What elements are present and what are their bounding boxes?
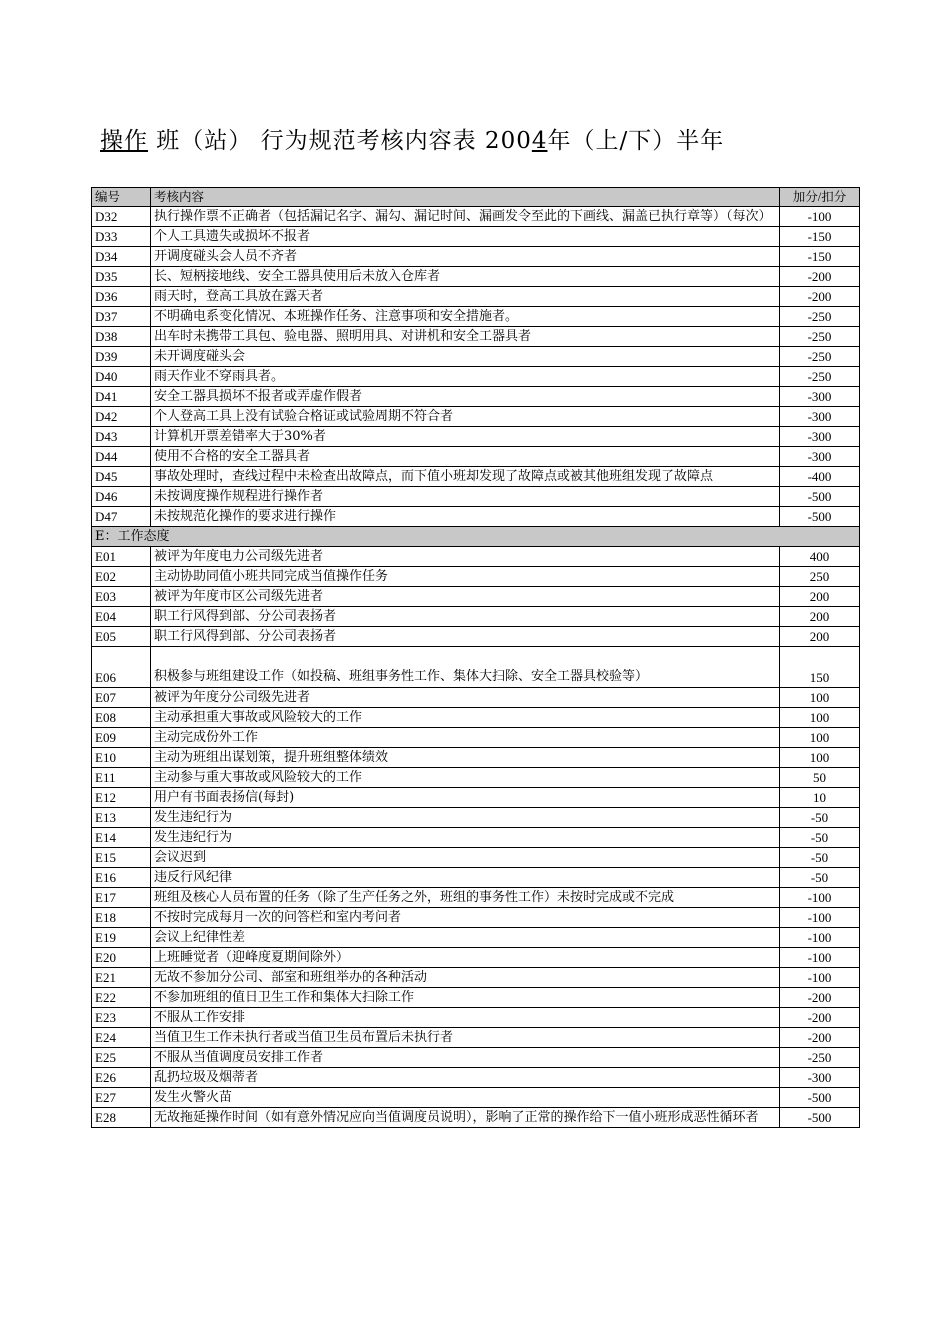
row-code: E02: [92, 567, 151, 587]
row-code: E28: [92, 1108, 151, 1128]
row-score: -150: [780, 247, 860, 267]
row-score: -50: [780, 828, 860, 848]
table-row: [92, 467, 860, 487]
row-score: -250: [780, 307, 860, 327]
row-content: 使用不合格的安全工器具者: [151, 447, 780, 467]
table-row: [92, 928, 860, 948]
row-content: 不服从工作安排: [151, 1008, 780, 1028]
row-score: 200: [780, 587, 860, 607]
row-content: 长、短柄接地线、安全工器具使用后未放入仓库者: [151, 267, 780, 287]
row-code: D44: [92, 447, 151, 467]
title-year-digit: 4: [531, 128, 548, 154]
row-code: E24: [92, 1028, 151, 1048]
row-code: E08: [92, 708, 151, 728]
row-score: -500: [780, 1088, 860, 1108]
table-row: [92, 868, 860, 888]
table-row: [92, 567, 860, 587]
row-code: D32: [92, 207, 151, 227]
row-code: E09: [92, 728, 151, 748]
row-score: -150: [780, 227, 860, 247]
table-row: [92, 427, 860, 447]
row-code: D41: [92, 387, 151, 407]
row-content: 职工行风得到部、分公司表扬者: [151, 607, 780, 627]
row-content: 主动为班组出谋划策，提升班组整体绩效: [151, 748, 780, 768]
row-score: -100: [780, 968, 860, 988]
row-code: E04: [92, 607, 151, 627]
table-row: [92, 607, 860, 627]
row-score: -200: [780, 1008, 860, 1028]
table-row: [92, 948, 860, 968]
row-content: 雨天作业不穿雨具者。: [151, 367, 780, 387]
row-score: -300: [780, 407, 860, 427]
table-row: [92, 347, 860, 367]
table-row: [92, 247, 860, 267]
row-score: -300: [780, 447, 860, 467]
row-content: 发生违纪行为: [151, 808, 780, 828]
row-content: 上班睡觉者（迎峰度夏期间除外）: [151, 948, 780, 968]
row-code: E20: [92, 948, 151, 968]
row-code: D47: [92, 507, 151, 527]
row-score: -100: [780, 888, 860, 908]
row-score: 150: [780, 647, 860, 688]
row-content: 雨天时，登高工具放在露天者: [151, 287, 780, 307]
table-row: [92, 888, 860, 908]
title-middle: 班（站） 行为规范考核内容表 200: [148, 128, 532, 154]
row-content: 主动参与重大事故或风险较大的工作: [151, 768, 780, 788]
table-row: [92, 267, 860, 287]
row-content: 主动协助同值小班共同完成当值操作任务: [151, 567, 780, 587]
row-content: 违反行风纪律: [151, 868, 780, 888]
row-content: 出车时未携带工具包、验电器、照明用具、对讲机和安全工器具者: [151, 327, 780, 347]
row-code: D34: [92, 247, 151, 267]
row-content: 不明确电系变化情况、本班操作任务、注意事项和安全措施者。: [151, 307, 780, 327]
table-row: [92, 988, 860, 1008]
row-content: 用户有书面表扬信(每封): [151, 788, 780, 808]
table-row: [92, 487, 860, 507]
row-score: 100: [780, 688, 860, 708]
row-code: D33: [92, 227, 151, 247]
table-row: [92, 1048, 860, 1068]
row-score: -200: [780, 287, 860, 307]
table-row: [92, 908, 860, 928]
row-score: -250: [780, 327, 860, 347]
row-code: D38: [92, 327, 151, 347]
row-content: 执行操作票不正确者（包括漏记名字、漏勾、漏记时间、漏画发令至此的下画线、漏盖已执行章等）（每次）: [151, 207, 780, 227]
row-score: -500: [780, 1108, 860, 1128]
row-content: 事故处理时，查线过程中未检查出故障点，而下值小班却发现了故障点或被其他班组发现了故障点: [151, 467, 780, 487]
assessment-table: [91, 187, 860, 1128]
row-content: 未按规范化操作的要求进行操作: [151, 507, 780, 527]
row-code: E13: [92, 808, 151, 828]
section-row: [92, 527, 860, 547]
row-content: 积极参与班组建设工作（如投稿、班组事务性工作、集体大扫除、安全工器具校验等）: [151, 647, 780, 688]
row-content: 个人工具遗失或损坏不报者: [151, 227, 780, 247]
row-code: E03: [92, 587, 151, 607]
row-code: E07: [92, 688, 151, 708]
row-content: 发生火警火苗: [151, 1088, 780, 1108]
row-score: -500: [780, 487, 860, 507]
row-score: -250: [780, 367, 860, 387]
row-content: 被评为年度电力公司级先进者: [151, 547, 780, 567]
row-score: 250: [780, 567, 860, 587]
row-content: 乱扔垃圾及烟蒂者: [151, 1068, 780, 1088]
header-content: 考核内容: [151, 188, 780, 207]
table-row: [92, 367, 860, 387]
row-score: -200: [780, 988, 860, 1008]
row-code: E18: [92, 908, 151, 928]
row-score: -250: [780, 1048, 860, 1068]
section-label: E：工作态度: [92, 527, 860, 547]
row-score: -200: [780, 267, 860, 287]
row-score: 400: [780, 547, 860, 567]
row-content: 个人登高工具上没有试验合格证或试验周期不符合者: [151, 407, 780, 427]
row-code: D45: [92, 467, 151, 487]
row-content: 发生违纪行为: [151, 828, 780, 848]
table-row: [92, 307, 860, 327]
row-code: D37: [92, 307, 151, 327]
row-score: 100: [780, 748, 860, 768]
row-content: 计算机开票差错率大于30%者: [151, 427, 780, 447]
table-row: [92, 1068, 860, 1088]
row-content: 无故拖延操作时间（如有意外情况应向当值调度员说明），影响了正常的操作给下一值小班形成恶性循环者: [151, 1108, 780, 1128]
row-code: E06: [92, 647, 151, 688]
row-score: -100: [780, 928, 860, 948]
row-content: 主动承担重大事故或风险较大的工作: [151, 708, 780, 728]
row-code: E16: [92, 868, 151, 888]
row-score: -100: [780, 207, 860, 227]
table-row: [92, 968, 860, 988]
table-row: [92, 1088, 860, 1108]
row-score: 10: [780, 788, 860, 808]
row-code: E10: [92, 748, 151, 768]
row-code: E19: [92, 928, 151, 948]
row-content: 开调度碰头会人员不齐者: [151, 247, 780, 267]
row-score: -300: [780, 1068, 860, 1088]
table-row: [92, 227, 860, 247]
table-row: [92, 1108, 860, 1128]
row-score: -400: [780, 467, 860, 487]
row-score: 50: [780, 768, 860, 788]
table-row: [92, 1028, 860, 1048]
table-row: [92, 808, 860, 828]
row-score: -200: [780, 1028, 860, 1048]
row-code: D40: [92, 367, 151, 387]
row-code: E05: [92, 627, 151, 647]
table-row: [92, 327, 860, 347]
row-code: E01: [92, 547, 151, 567]
table-row: [92, 507, 860, 527]
row-content: 被评为年度市区公司级先进者: [151, 587, 780, 607]
row-score: -300: [780, 387, 860, 407]
row-score: -50: [780, 868, 860, 888]
table-row: [92, 688, 860, 708]
row-score: -250: [780, 347, 860, 367]
table-row: [92, 768, 860, 788]
row-score: -100: [780, 908, 860, 928]
row-content: 班组及核心人员布置的任务（除了生产任务之外，班组的事务性工作）未按时完成或不完成: [151, 888, 780, 908]
row-score: 200: [780, 627, 860, 647]
table-row: [92, 708, 860, 728]
row-content: 安全工器具损坏不报者或弄虚作假者: [151, 387, 780, 407]
table-row: [92, 547, 860, 567]
row-code: D42: [92, 407, 151, 427]
table-row: [92, 627, 860, 647]
table-row: [92, 447, 860, 467]
row-score: 200: [780, 607, 860, 627]
table-row: [92, 387, 860, 407]
row-score: -50: [780, 848, 860, 868]
row-content: 主动完成份外工作: [151, 728, 780, 748]
row-code: E26: [92, 1068, 151, 1088]
table-header-row: [92, 188, 860, 207]
row-code: D36: [92, 287, 151, 307]
table-row: [92, 848, 860, 868]
row-content: 职工行风得到部、分公司表扬者: [151, 627, 780, 647]
table-row: [92, 748, 860, 768]
row-code: E17: [92, 888, 151, 908]
row-code: E12: [92, 788, 151, 808]
header-code: 编号: [92, 188, 151, 207]
row-content: 不按时完成每月一次的问答栏和室内考问者: [151, 908, 780, 928]
table-row: [92, 587, 860, 607]
row-code: E15: [92, 848, 151, 868]
title-class-name: 操作: [100, 128, 148, 154]
row-score: 100: [780, 728, 860, 748]
row-code: D43: [92, 427, 151, 447]
row-content: 被评为年度分公司级先进者: [151, 688, 780, 708]
row-code: D35: [92, 267, 151, 287]
row-content: 会议迟到: [151, 848, 780, 868]
row-score: -300: [780, 427, 860, 447]
table-row: [92, 728, 860, 748]
table-row: [92, 207, 860, 227]
row-code: E27: [92, 1088, 151, 1108]
row-content: 未按调度操作规程进行操作者: [151, 487, 780, 507]
row-content: 当值卫生工作未执行者或当值卫生员布置后未执行者: [151, 1028, 780, 1048]
table-row: [92, 1008, 860, 1028]
row-code: E22: [92, 988, 151, 1008]
row-code: E14: [92, 828, 151, 848]
table-row: [92, 407, 860, 427]
table-row: [92, 828, 860, 848]
row-code: D39: [92, 347, 151, 367]
title-suffix: 年（上/下）半年: [547, 128, 725, 154]
table-row: [92, 788, 860, 808]
header-score: 加分/扣分: [780, 188, 860, 207]
row-content: 会议上纪律性差: [151, 928, 780, 948]
row-content: 未开调度碰头会: [151, 347, 780, 367]
row-score: -100: [780, 948, 860, 968]
row-code: D46: [92, 487, 151, 507]
row-score: 100: [780, 708, 860, 728]
row-content: 不参加班组的值日卫生工作和集体大扫除工作: [151, 988, 780, 1008]
row-code: E23: [92, 1008, 151, 1028]
row-score: -500: [780, 507, 860, 527]
table-row: [92, 287, 860, 307]
page-title: [100, 122, 724, 155]
row-content: 无故不参加分公司、部室和班组举办的各种活动: [151, 968, 780, 988]
row-code: E21: [92, 968, 151, 988]
row-code: E11: [92, 768, 151, 788]
row-code: E25: [92, 1048, 151, 1068]
table-row: [92, 647, 860, 688]
row-content: 不服从当值调度员安排工作者: [151, 1048, 780, 1068]
row-score: -50: [780, 808, 860, 828]
